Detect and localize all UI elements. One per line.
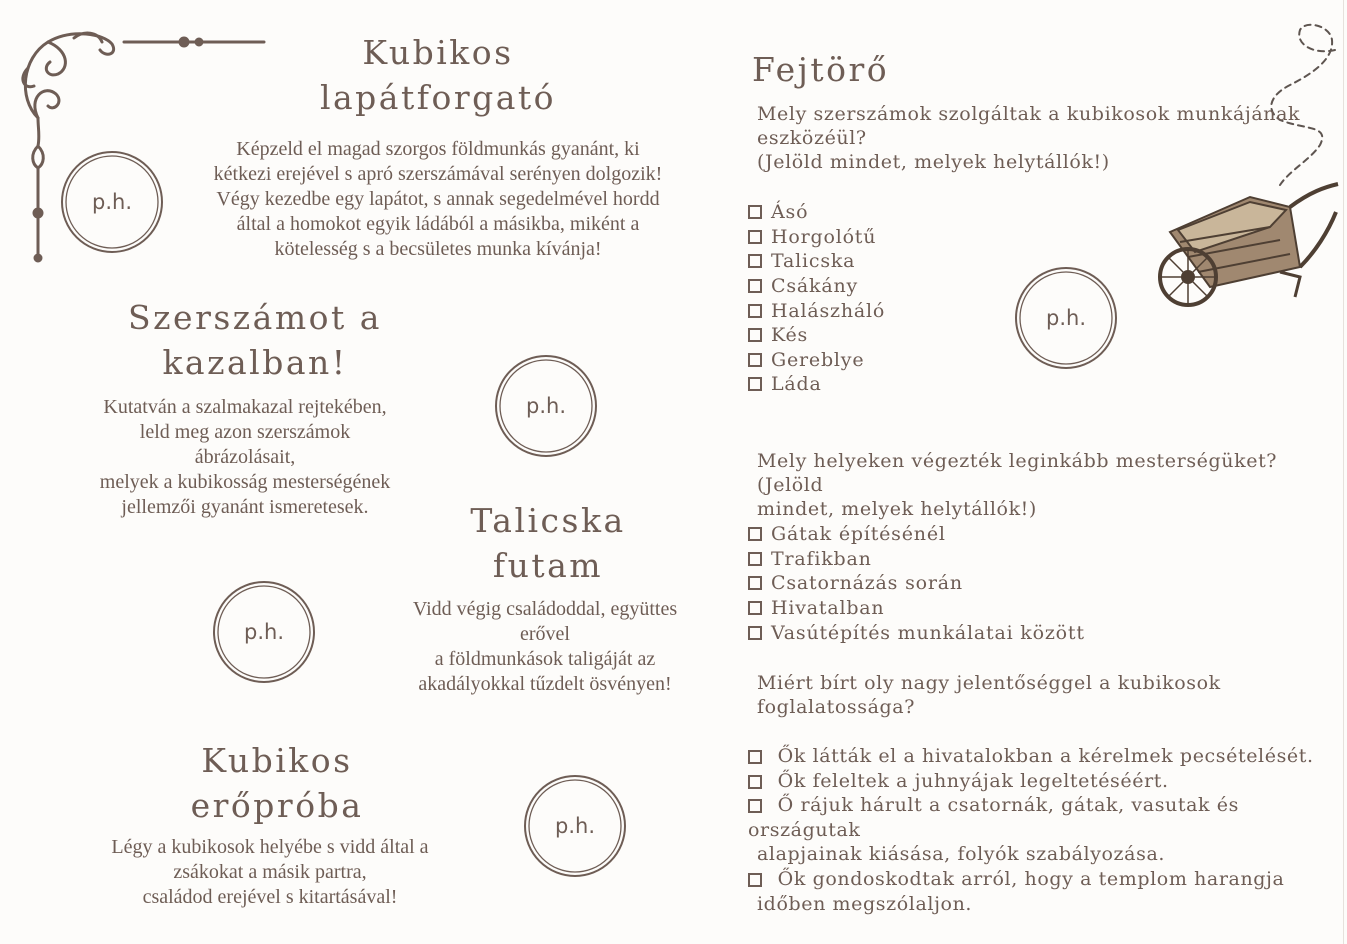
- question-1: [757, 102, 1317, 174]
- option-csakany[interactable]: [748, 274, 885, 299]
- stamp-circle: [492, 352, 600, 460]
- option-label: Ők gondoskodtak arról, hogy a templom harangja: [777, 867, 1285, 890]
- text-line: kétkezi erejével s apró szerszámával serényen dolgozik!: [213, 163, 663, 185]
- checkbox[interactable]: [748, 304, 762, 318]
- option-label: Talicska: [771, 250, 856, 273]
- question-3: [757, 671, 1317, 719]
- option-trafikban[interactable]: [748, 547, 1085, 572]
- option-label: Ő rájuk hárult a csatornák, gátak, vasutak és országutak: [748, 794, 1239, 841]
- question-line: (Jelöld mindet, melyek helytállók!): [757, 151, 1110, 173]
- stamp-circle: [58, 148, 166, 256]
- title-line: Kubikos: [201, 741, 353, 780]
- szerszamot-text: [55, 395, 435, 520]
- title-line: Szerszámot a: [128, 298, 382, 337]
- title-line: Talicska: [470, 501, 626, 540]
- title-line: lapátforgató: [319, 78, 557, 117]
- option-csatornazas[interactable]: [748, 571, 1085, 596]
- text-line: Kutatván a szalmakazal rejtekében,: [103, 396, 387, 418]
- option-label: Csákány: [771, 275, 859, 298]
- stamp-circle: [521, 772, 629, 880]
- text-line: Vidd végig családoddal, együttes: [412, 598, 678, 620]
- text-line: melyek a kubikosság mesterségének: [99, 471, 391, 493]
- option-horgolotu[interactable]: [748, 225, 885, 250]
- stamp-label: p.h.: [1046, 306, 1086, 330]
- option-label: Vasútépítés munkálatai között: [771, 621, 1085, 644]
- szerszamot-title: [105, 295, 405, 385]
- option-aso[interactable]: [748, 200, 885, 225]
- eroproba-title: [127, 738, 427, 828]
- checkbox[interactable]: [748, 328, 762, 342]
- stamp-label: p.h.: [244, 620, 284, 644]
- checkbox[interactable]: [748, 750, 762, 764]
- wheelbarrow-icon: [1150, 172, 1340, 317]
- checkbox[interactable]: [748, 873, 762, 887]
- checkbox[interactable]: [748, 279, 762, 293]
- title-line: erőpróba: [190, 786, 364, 825]
- option-talicska[interactable]: [748, 249, 885, 274]
- option-lada[interactable]: [748, 372, 885, 397]
- option-label-cont: időben megszólaljon.: [757, 892, 973, 915]
- question-line: Mely szerszámok szolgáltak a kubikosok munkájának: [757, 103, 1301, 125]
- question-3-options: [748, 744, 1343, 916]
- option-label: Ők feleltek a juhnyájak legeltetéséért.: [777, 769, 1169, 792]
- text-line: Légy a kubikosok helyébe s vidd által a: [111, 836, 429, 858]
- option-gatak[interactable]: [748, 522, 1085, 547]
- option-label: Hivatalban: [771, 597, 885, 620]
- text-line: által a homokot egyik ládából a másikba, miként a: [236, 213, 640, 235]
- question-line: foglalatossága?: [757, 696, 916, 718]
- question-2: [757, 449, 1342, 521]
- option-label: Gátak építésénél: [771, 523, 946, 546]
- question-line: eszközéül?: [757, 127, 867, 149]
- option-label: Horgolótű: [771, 225, 877, 248]
- question-line: Mely helyeken végezték leginkább mesterségüket? (Jelöld: [757, 450, 1278, 496]
- question-1-options: [748, 200, 885, 397]
- option-label: Csatornázás során: [771, 572, 963, 595]
- stamp-circle: [210, 578, 318, 686]
- title-line: kazalban!: [162, 343, 348, 382]
- option-gereblye[interactable]: [748, 348, 885, 373]
- stamp-label: p.h.: [92, 190, 132, 214]
- talicska-text: [375, 597, 715, 697]
- text-line: ábrázolásait,: [194, 446, 296, 468]
- option-label: Ők látták el a hivatalokban a kérelmek pecsételését.: [777, 745, 1314, 767]
- option-kes[interactable]: [748, 323, 885, 348]
- checkbox[interactable]: [748, 626, 762, 640]
- text-line: családod erejével s kitartásával!: [142, 886, 398, 908]
- option-harang[interactable]: [748, 867, 1343, 916]
- text-line: kötelesség s a becsületes munka kívánja!: [274, 238, 602, 260]
- text-line: erővel: [520, 623, 570, 645]
- text-line: leld meg azon szerszámok: [139, 421, 351, 443]
- text-line: akadályokkal tűzdelt ösvényen!: [418, 673, 672, 695]
- checkbox[interactable]: [748, 205, 762, 219]
- checkbox[interactable]: [748, 576, 762, 590]
- option-label: Ásó: [771, 201, 809, 224]
- question-line: Miért bírt oly nagy jelentőséggel a kubikosok: [757, 672, 1221, 694]
- checkbox[interactable]: [748, 601, 762, 615]
- option-label: Láda: [771, 373, 822, 396]
- option-hivatalban[interactable]: [748, 596, 1085, 621]
- option-csatornak[interactable]: [748, 793, 1343, 867]
- option-label: Halászháló: [771, 299, 886, 322]
- option-label: Kés: [771, 324, 809, 347]
- kubikos-lapatforgato-text: [168, 137, 708, 262]
- option-juhnyajak[interactable]: [748, 769, 1343, 794]
- option-label: Trafikban: [771, 547, 872, 570]
- checkbox[interactable]: [748, 552, 762, 566]
- option-label-cont: alapjainak kiásása, folyók szabályozása.: [757, 843, 1166, 866]
- checkbox[interactable]: [748, 527, 762, 541]
- title-line: Kubikos: [362, 33, 514, 72]
- page-edge-divider: [1343, 0, 1344, 944]
- text-line: Végy kezedbe egy lapátot, s annak segedelmével hordd: [216, 188, 660, 210]
- eroproba-text: [70, 835, 470, 910]
- text-line: zsákokat a másik partra,: [173, 861, 367, 883]
- kubikos-lapatforgato-title: [288, 30, 588, 120]
- checkbox[interactable]: [748, 775, 762, 789]
- text-line: jellemzői gyanánt ismeretesek.: [121, 496, 369, 518]
- option-label: Gereblye: [771, 348, 865, 371]
- question-2-options: [748, 522, 1085, 645]
- fejtoro-title: Fejtörő: [752, 50, 890, 89]
- stamp-label: p.h.: [555, 814, 595, 838]
- checkbox[interactable]: [748, 377, 762, 391]
- option-vasutepites[interactable]: [748, 620, 1085, 645]
- stamp-label: p.h.: [526, 394, 566, 418]
- option-halaszhalo[interactable]: [748, 298, 885, 323]
- checkbox[interactable]: [748, 230, 762, 244]
- title-line: futam: [492, 546, 604, 585]
- question-line: mindet, melyek helytállók!): [757, 498, 1037, 520]
- checkbox[interactable]: [748, 254, 762, 268]
- option-pecsetelés[interactable]: [748, 744, 1343, 769]
- checkbox[interactable]: [748, 799, 762, 813]
- stamp-circle: [1012, 264, 1120, 372]
- text-line: a földmunkások taligáját az: [434, 648, 656, 670]
- text-line: Képzeld el magad szorgos földmunkás gyanánt, ki: [236, 138, 640, 160]
- talicska-title: [398, 498, 698, 588]
- checkbox[interactable]: [748, 353, 762, 367]
